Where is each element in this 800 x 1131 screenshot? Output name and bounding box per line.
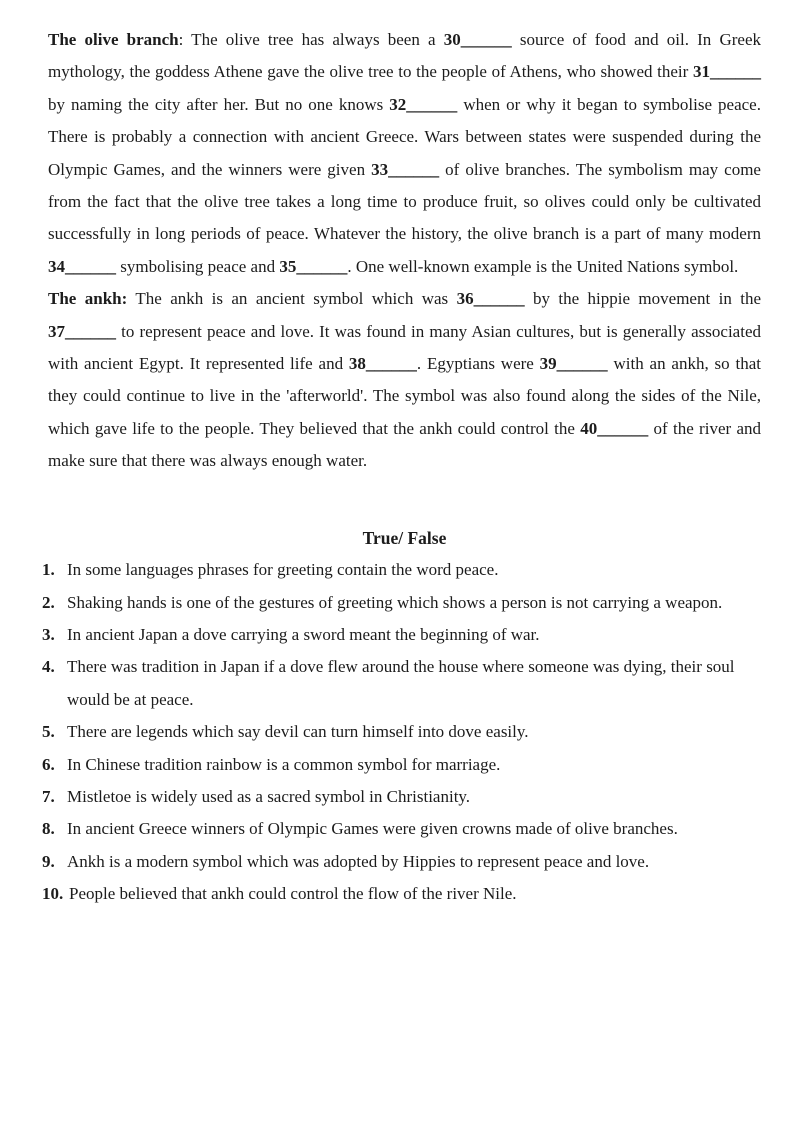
list-item	[42, 587, 762, 619]
ankh-text-5: with an ankh, so that they could continue to live in the 'afterworld'. The symbol was also found along the sides of the Nile, which gave life to the people. They believed that the ankh could control the	[48, 354, 761, 438]
item-number: 1.	[42, 560, 55, 580]
item-number: 3.	[42, 624, 55, 644]
item-text: In ancient Greece winners of Olympic Games were given crowns made of olive branches.	[67, 819, 678, 839]
ankh-text-3: to represent peace and love. It was found in many Asian cultures, but is generally associated with ancient Egypt. It represented life and	[48, 321, 761, 374]
item-text: In ancient Japan a dove carrying a sword meant the beginning of war.	[67, 624, 540, 644]
ankh-paragraph	[48, 283, 761, 477]
blank-33: 33______	[371, 159, 440, 179]
list-item	[42, 781, 762, 813]
item-number: 8.	[42, 819, 55, 839]
blank-39: 39______	[539, 354, 608, 374]
item-number: 5.	[42, 722, 55, 742]
olive-text-5: of olive branches. The symbolism may come from the fact that the olive tree takes a long time to produce fruit, so olives could only be cultivated successfully in long periods of peace. Whatever the history, the olive branch is a part of many modern	[48, 159, 761, 244]
olive-text-7: . One well-known example is the United Nations symbol.	[347, 256, 739, 276]
list-item	[42, 619, 762, 651]
blank-36: 36______	[456, 289, 525, 309]
item-text: There was tradition in Japan if a dove flew around the house where someone was dying, their soul would be at peace.	[67, 657, 735, 709]
list-item	[42, 749, 762, 781]
item-text: Ankh is a modern symbol which was adopted by Hippies to represent peace and love.	[67, 851, 650, 871]
item-number: 6.	[42, 754, 55, 774]
olive-branch-paragraph	[48, 24, 761, 283]
ankh-text-6: of the river and make sure that there was always enough water.	[48, 418, 761, 471]
item-number: 4.	[42, 657, 55, 677]
item-text: In Chinese tradition rainbow is a common symbol for marriage.	[67, 754, 501, 774]
blank-34: 34______	[48, 256, 116, 276]
true-false-heading: True/ False	[362, 527, 447, 548]
list-item	[42, 813, 762, 845]
list-item	[42, 846, 762, 878]
ankh-title: The ankh:	[48, 289, 128, 309]
list-item	[42, 878, 762, 910]
item-text: Mistletoe is widely used as a sacred symbol in Christianity.	[67, 786, 471, 806]
list-item	[42, 554, 762, 586]
ankh-text-4: . Egyptians were	[416, 354, 540, 374]
blank-31: 31______	[693, 62, 761, 82]
item-text: In some languages phrases for greeting contain the word peace.	[67, 560, 499, 580]
olive-text-2: source of food and oil. In Greek mythology, the goddess Athene gave the olive tree to the people of Athens, who showed their	[48, 30, 761, 82]
ankh-text-2: by the hippie movement in the	[524, 289, 761, 309]
item-number: 9.	[42, 851, 55, 871]
list-item	[42, 716, 762, 748]
olive-text-3: by naming the city after her. But no one knows	[48, 94, 390, 114]
olive-text-6: symbolising peace and	[116, 256, 280, 276]
list-item	[42, 651, 762, 716]
blank-30: 30______	[443, 30, 512, 49]
item-number: 10.	[42, 884, 64, 904]
worksheet-page	[42, 24, 761, 911]
ankh-text-1: The ankh is an ancient symbol which was	[127, 289, 457, 309]
blank-35: 35______	[279, 256, 348, 276]
item-text: People believed that ankh could control the flow of the river Nile.	[69, 884, 517, 904]
item-text: There are legends which say devil can turn himself into dove easily.	[67, 722, 529, 742]
olive-text-4: when or why it began to symbolise peace. There is probably a connection with ancient Greece. Wars between states were suspended during the Olympic Games, and the winners were given	[48, 94, 761, 179]
item-text: Shaking hands is one of the gestures of greeting which shows a person is not carrying a weapon.	[67, 592, 723, 612]
section-spacer	[48, 478, 761, 522]
olive-text-1: : The olive tree has always been a	[178, 30, 444, 49]
blank-37: 37______	[48, 321, 116, 341]
blank-32: 32______	[389, 94, 458, 114]
item-number: 7.	[42, 786, 55, 806]
item-number: 2.	[42, 592, 55, 612]
blank-38: 38______	[348, 354, 417, 374]
true-false-list	[42, 554, 762, 910]
blank-40: 40______	[580, 418, 649, 438]
olive-branch-title: The olive branch	[48, 30, 179, 49]
